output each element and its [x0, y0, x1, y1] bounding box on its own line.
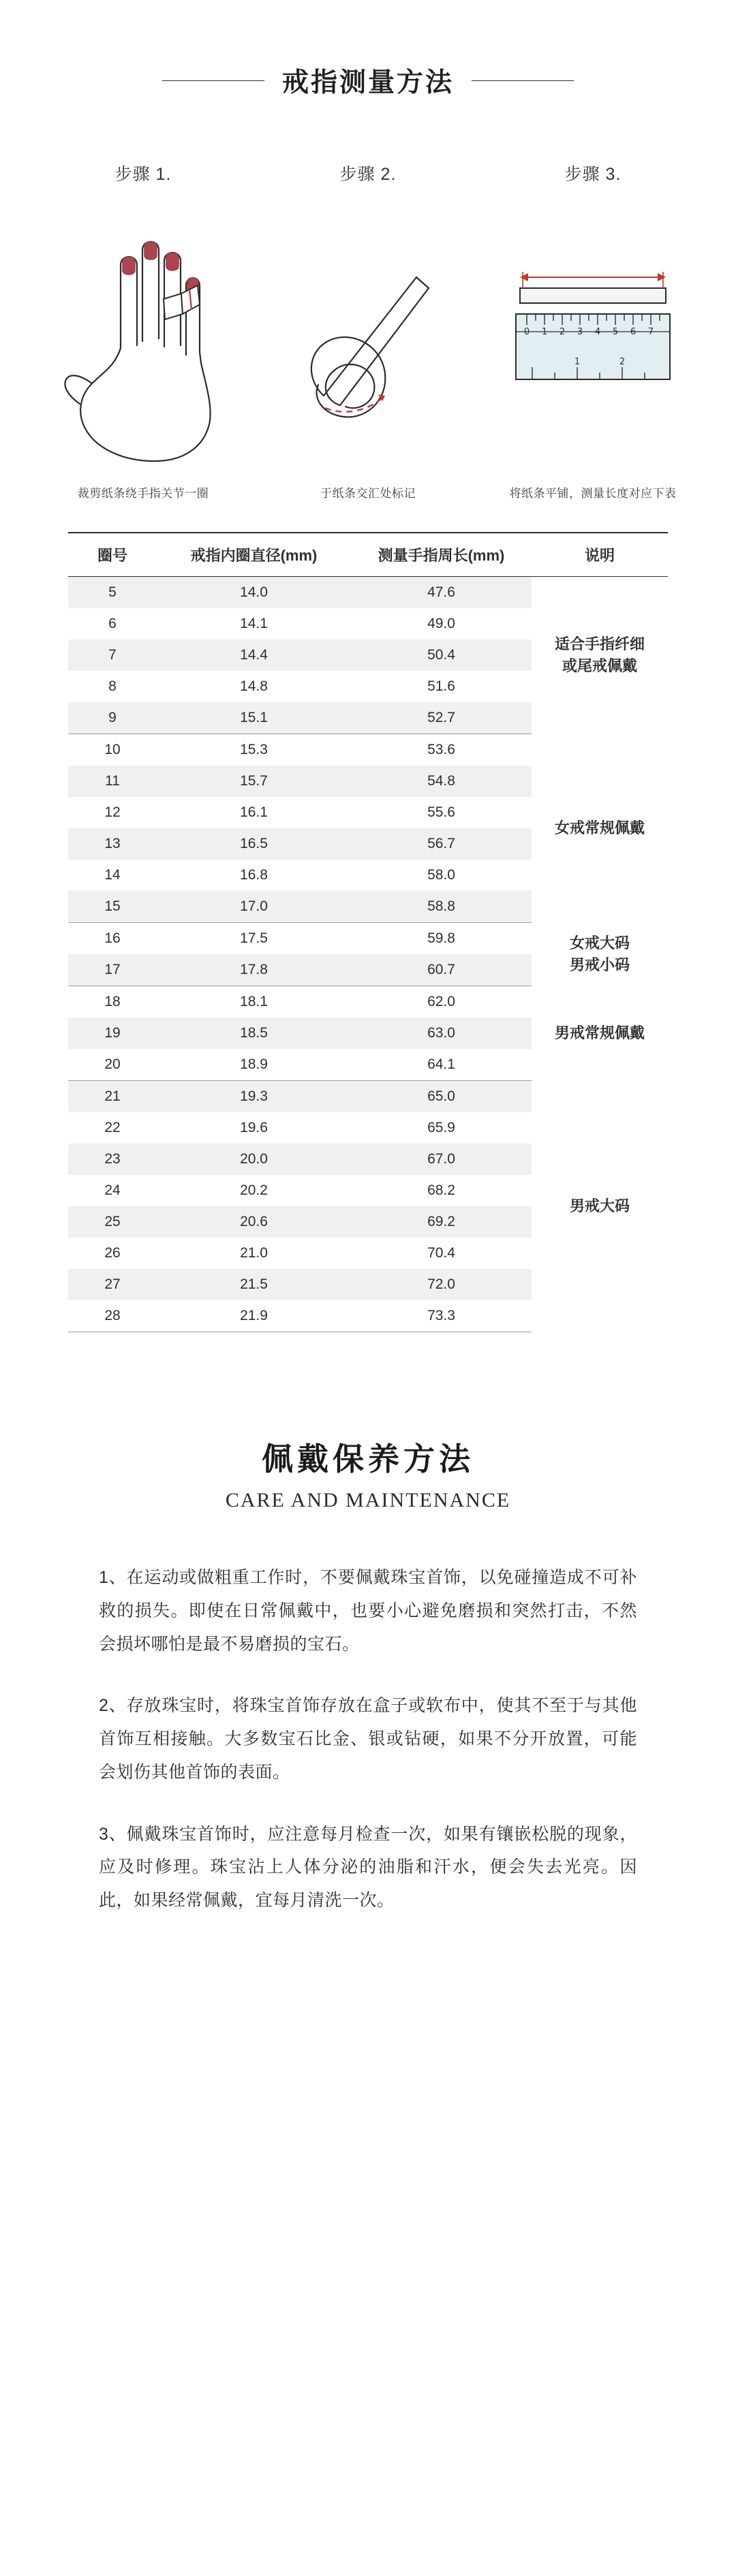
ruler-measuring-strip-icon — [501, 208, 685, 474]
care-paragraph: 2、存放珠宝时，将珠宝首饰存放在盒子或软布中，使其不至于与其他首饰互相接触。大多数宝石比金、银或钻硬，如果不分开放置，可能会划伤其他首饰的表面。 — [99, 1696, 637, 1782]
cell-size: 21 — [68, 1081, 157, 1113]
cell-note: 适合手指纤细 或尾戒佩戴 — [554, 635, 645, 675]
header-circumference: 测量手指周长(mm) — [351, 533, 532, 577]
header-diameter: 戒指内圈直径(mm) — [157, 533, 351, 577]
svg-text:1: 1 — [574, 357, 581, 367]
cell-circumference: 63.0 — [351, 1018, 532, 1049]
step-1-label: 步骤 1. — [114, 165, 172, 184]
cell-diameter: 14.4 — [157, 640, 351, 671]
cell-circumference: 52.7 — [351, 702, 532, 734]
cell-diameter: 17.5 — [240, 930, 268, 946]
svg-text:7: 7 — [647, 327, 654, 337]
header-note: 说明 — [532, 533, 668, 577]
step-3 — [501, 161, 685, 501]
title-rule-right — [472, 80, 574, 81]
cell-size: 7 — [68, 640, 157, 671]
cell-size: 28 — [68, 1300, 157, 1332]
cell-circumference: 60.7 — [351, 954, 532, 986]
cell-size: 6 — [108, 616, 117, 631]
cell-diameter: 17.8 — [157, 954, 351, 986]
page-title: 戒指测量方法 — [281, 68, 454, 97]
cell-diameter: 18.1 — [240, 994, 268, 1009]
cell-size: 26 — [104, 1245, 121, 1261]
page-title-row — [0, 61, 736, 99]
cell-size: 13 — [68, 828, 157, 860]
cell-note: 女戒常规佩戴 — [554, 819, 645, 837]
svg-text:4: 4 — [594, 327, 601, 337]
care-section — [0, 1434, 736, 1917]
table-row — [68, 577, 668, 609]
cell-diameter: 14.0 — [157, 577, 351, 609]
cell-diameter: 18.5 — [157, 1018, 351, 1049]
table-row — [68, 734, 668, 766]
cell-circumference: 69.2 — [351, 1206, 532, 1238]
care-paragraph: 1、在运动或做粗重工作时，不要佩戴珠宝首饰，以免碰撞造成不可补救的损失。即使在日常佩戴中，也要小心避免磨损和突然打击，不然会损坏哪怕是最不易磨损的宝石。 — [99, 1568, 637, 1654]
table-body — [68, 577, 668, 1332]
cell-circumference: 54.8 — [351, 766, 532, 797]
cell-size: 18 — [104, 994, 121, 1009]
cell-diameter: 17.0 — [157, 891, 351, 923]
cell-diameter: 21.5 — [157, 1269, 351, 1300]
hand-with-paper-strip-icon — [51, 208, 235, 474]
table-header-row — [68, 533, 668, 577]
cell-diameter: 15.1 — [157, 702, 351, 734]
cell-diameter: 20.2 — [240, 1182, 268, 1198]
cell-circumference: 67.0 — [351, 1144, 532, 1175]
cell-size: 16 — [104, 930, 121, 946]
step-2-label: 步骤 2. — [339, 165, 397, 184]
step-3-label: 步骤 3. — [564, 165, 622, 184]
cell-diameter: 19.6 — [240, 1120, 268, 1135]
cell-circumference: 51.6 — [427, 678, 455, 694]
svg-text:2: 2 — [619, 357, 626, 367]
cell-size: 20 — [68, 1049, 157, 1081]
step-2-caption: 于纸条交汇处标记 — [320, 487, 416, 500]
cell-size: 10 — [104, 742, 121, 757]
cell-circumference: 55.6 — [427, 804, 455, 820]
svg-text:5: 5 — [612, 327, 619, 337]
cell-diameter: 21.0 — [240, 1245, 268, 1261]
cell-circumference: 72.0 — [351, 1269, 532, 1300]
cell-size: 5 — [68, 577, 157, 609]
cell-circumference: 62.0 — [427, 994, 455, 1009]
cell-size: 12 — [104, 804, 121, 820]
table-row — [68, 923, 668, 955]
care-paragraphs — [99, 1561, 637, 1917]
cell-circumference: 47.6 — [351, 577, 532, 609]
cell-diameter: 20.6 — [157, 1206, 351, 1238]
cell-circumference: 59.8 — [427, 930, 455, 946]
cell-size: 9 — [68, 702, 157, 734]
cell-circumference: 68.2 — [427, 1182, 455, 1198]
cell-circumference: 50.4 — [351, 640, 532, 671]
cell-circumference: 65.9 — [427, 1120, 455, 1135]
cell-size: 8 — [108, 678, 117, 694]
cell-diameter: 16.5 — [157, 828, 351, 860]
cell-size: 17 — [68, 954, 157, 986]
cell-circumference: 64.1 — [351, 1049, 532, 1081]
cell-diameter: 18.9 — [157, 1049, 351, 1081]
cell-diameter: 19.3 — [157, 1081, 351, 1113]
cell-circumference: 58.8 — [351, 891, 532, 923]
table-row — [68, 986, 668, 1018]
cell-size: 27 — [68, 1269, 157, 1300]
cell-size: 25 — [68, 1206, 157, 1238]
svg-text:2: 2 — [559, 327, 566, 337]
svg-text:3: 3 — [577, 327, 583, 337]
cell-diameter: 16.8 — [240, 867, 268, 883]
paper-strip-loop-icon — [276, 208, 460, 474]
cell-circumference: 53.6 — [427, 742, 455, 757]
cell-circumference: 58.0 — [427, 867, 455, 883]
cell-note: 女戒大码 男戒小码 — [569, 934, 630, 973]
cell-circumference: 70.4 — [427, 1245, 455, 1261]
measurement-steps — [0, 161, 736, 501]
cell-size: 24 — [104, 1182, 121, 1198]
cell-diameter: 15.7 — [157, 766, 351, 797]
cell-size: 23 — [68, 1144, 157, 1175]
table-row — [68, 1081, 668, 1113]
title-rule-left — [162, 80, 264, 81]
step-2 — [276, 161, 460, 501]
svg-text:1: 1 — [541, 327, 548, 337]
cell-circumference: 56.7 — [351, 828, 532, 860]
ring-size-table — [68, 532, 668, 1332]
cell-circumference: 49.0 — [427, 616, 455, 631]
cell-circumference: 65.0 — [351, 1081, 532, 1113]
cell-diameter: 16.1 — [240, 804, 268, 820]
cell-size: 19 — [68, 1018, 157, 1049]
cell-size: 11 — [68, 766, 157, 797]
cell-diameter: 15.3 — [240, 742, 268, 757]
ring-size-table-wrap — [68, 532, 668, 1332]
step-3-caption: 将纸条平铺，测量长度对应下表 — [509, 487, 677, 500]
cell-circumference: 73.3 — [351, 1300, 532, 1332]
cell-diameter: 14.8 — [240, 678, 268, 694]
svg-text:6: 6 — [630, 327, 637, 337]
svg-text:0: 0 — [523, 327, 530, 337]
care-subtitle: CARE AND MAINTENANCE — [225, 1489, 511, 1511]
cell-diameter: 20.0 — [157, 1144, 351, 1175]
header-size: 圈号 — [68, 533, 157, 577]
cell-size: 15 — [68, 891, 157, 923]
care-paragraph: 3、佩戴珠宝首饰时，应注意每月检查一次，如果有镶嵌松脱的现象，应及时修理。珠宝沾上人体分泌的油脂和汗水，便会失去光亮。因此，如果经常佩戴，宜每月清洗一次。 — [99, 1824, 637, 1910]
cell-diameter: 14.1 — [240, 616, 268, 631]
step-1-caption: 裁剪纸条绕手指关节一圈 — [77, 487, 209, 500]
cell-size: 22 — [104, 1120, 121, 1135]
cell-note: 男戒常规佩戴 — [554, 1024, 645, 1042]
cell-diameter: 21.9 — [157, 1300, 351, 1332]
care-title: 佩戴保养方法 — [262, 1441, 474, 1477]
cell-size: 14 — [104, 867, 121, 883]
table-head — [68, 533, 668, 577]
cell-note: 男戒大码 — [569, 1197, 630, 1215]
step-1 — [51, 161, 235, 501]
